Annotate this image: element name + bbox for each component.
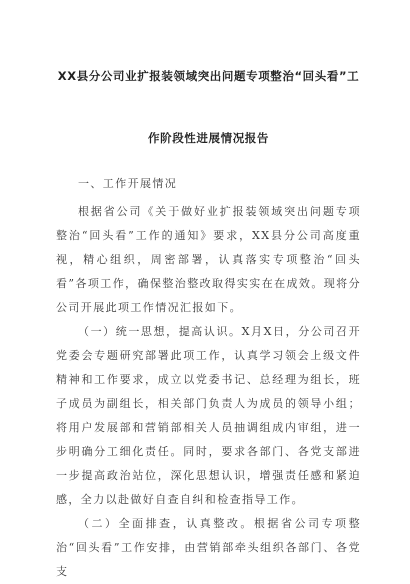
body-paragraph: （二）全面排查，认真整改。根据省公司专项整治“回头看”工作安排，由营销部牵头组织各部门、各党支 xyxy=(56,517,361,578)
document-title-line-2: 作阶段性进展情况报告 xyxy=(148,131,269,145)
body-paragraph: （一）统一思想，提高认识。X月X日，分公司召开党委会专题研究部署此项工作，认真学习领会上级文件精神和工作要求，成立以党委书记、总经理为组长，班子成员为副组长，相关部门负责人为成员的领导小组；将用户发展部和营销部相关人员抽调组成内审组，进一步明确分工细化责任。同时，要求各部门、各党支部进一步提高政治站位，深化思想认识，增强责任感和紧迫感，全力以赴做好自查自纠和检查指导工作。 xyxy=(56,325,361,506)
section-heading: 一、工作开展情况 xyxy=(78,177,178,190)
body-paragraph: 根据省公司《关于做好业扩报装领域突出问题专项整治“回头看”工作的通知》要求，XX县分公司高度重视，精心组织，周密部署，认真落实专项整治“回头看”各项工作，确保整治整改取得实实在在成效。现将分公司开展此项工作情况汇报如下。 xyxy=(56,205,361,314)
document-body xyxy=(56,172,361,584)
document-title-line-1: XX县分公司业扩报装领域突出问题专项整治“回头看”工 xyxy=(57,69,360,83)
